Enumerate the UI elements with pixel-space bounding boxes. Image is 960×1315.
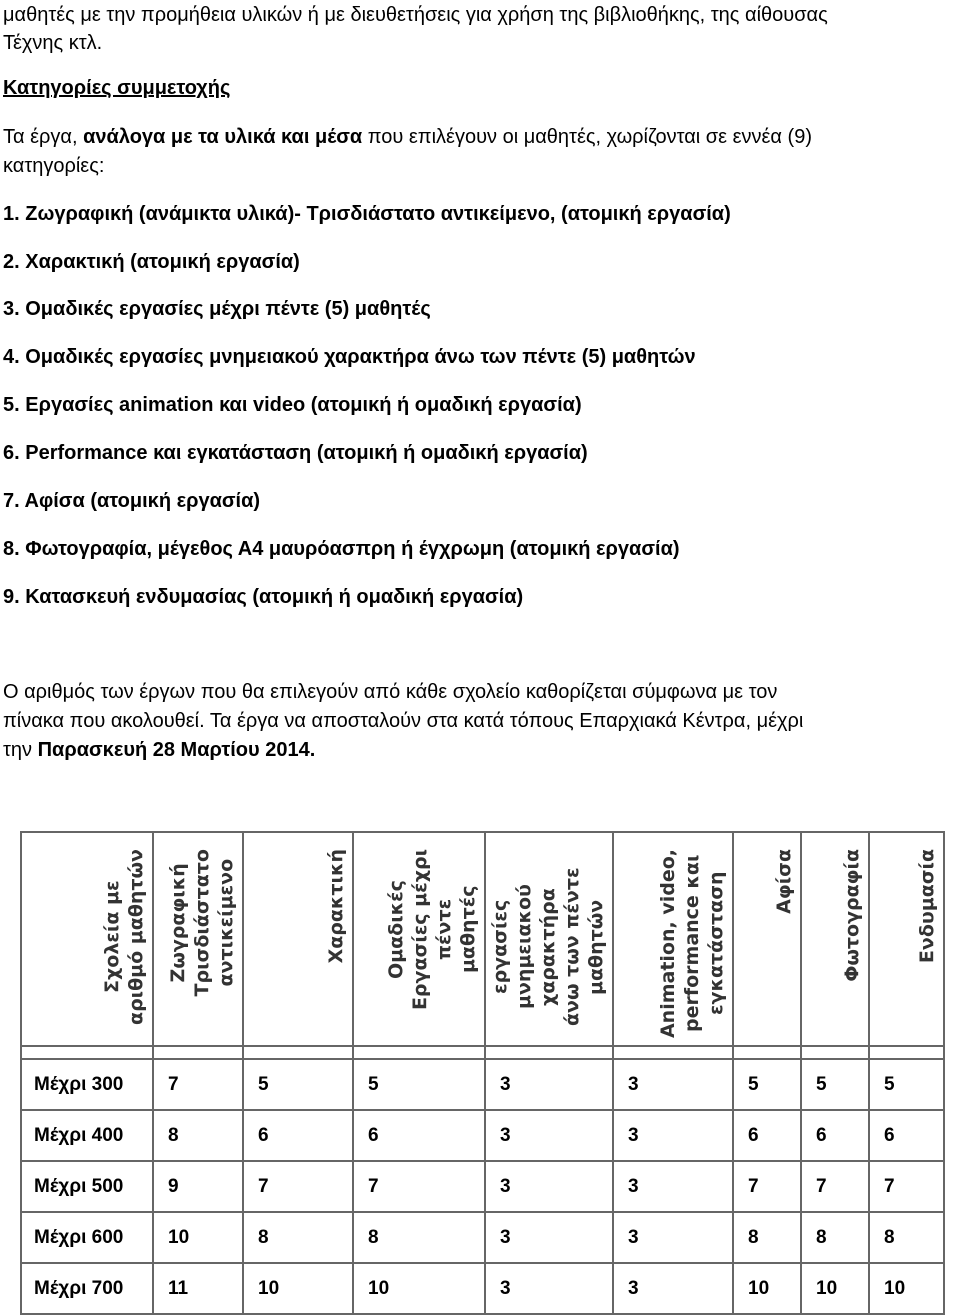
header-cell [485,832,613,1046]
header-group-small: Ομαδικές Εργασίες μέχρι πέντε μαθητές [385,849,479,1011]
category-item: 2. Χαρακτική (ατομική εργασία) [3,251,300,273]
categories-intro-line-2: κατηγορίες: [3,155,105,177]
table-row [21,1263,944,1314]
category-item: 7. Αφίσα (ατομική εργασία) [3,490,261,512]
header-painting: Ζωγραφική Τρισδιάστατο αντικείμενο [167,849,237,997]
closing-pre: την [3,739,38,761]
header-school-size: Σχολεία με αριθμό μαθητών [101,849,147,1025]
table-cell: 3 [485,1059,613,1110]
table-cell: 10 [353,1263,485,1314]
header-cell [153,832,243,1046]
category-item: 4. Ομαδικές εργασίες μνημειακού χαρακτήρα άνω των πέντε (5) μαθητών [3,346,696,368]
table-cell: 10 [733,1263,801,1314]
header-costume: Ενδυμασία [916,849,938,964]
header-row [21,832,944,1046]
table-cell: 7 [153,1059,243,1110]
table-cell: 5 [869,1059,944,1110]
category-item: 1. Ζωγραφική (ανάμικτα υλικά)- Τρισδιάστατο αντικείμενο, (ατομική εργασία) [3,203,731,225]
category-item: 8. Φωτογραφία, μέγεθος Α4 μαυρόασπρη ή έγχρωμη (ατομική εργασία) [3,538,680,560]
table-cell: 3 [485,1263,613,1314]
table-cell: 3 [485,1161,613,1212]
table-cell: 6 [801,1110,869,1161]
header-cell [613,832,733,1046]
header-poster: Αφίσα [773,849,795,914]
table-cell: 8 [243,1212,353,1263]
table-cell: 8 [733,1212,801,1263]
table-cell: 3 [613,1263,733,1314]
category-item: 9. Κατασκευή ενδυμασίας (ατομική ή ομαδική εργασία) [3,586,524,608]
category-item: 6. Performance και εγκατάσταση (ατομική ή ομαδική εργασία) [3,442,588,464]
table-cell: 6 [733,1110,801,1161]
category-item: 5. Εργασίες animation και video (ατομική ή ομαδική εργασία) [3,394,582,416]
table-cell: 10 [869,1263,944,1314]
table-row [21,1161,944,1212]
intro-line-1: μαθητές με την προμήθεια υλικών ή με διευθετήσεις για χρήση της βιβλιοθήκης, της αίθουσας [3,4,828,26]
categories-intro-line-1 [3,122,812,152]
table-row [21,1212,944,1263]
header-cell [243,832,353,1046]
intro-text-bold: ανάλογα με τα υλικά και μέσα [83,126,363,148]
table-cell: 6 [353,1110,485,1161]
row-label: Μέχρι 400 [21,1110,153,1161]
deadline-date: Παρασκευή 28 Μαρτίου 2014. [37,739,316,761]
table-cell: 10 [243,1263,353,1314]
allocation-table [20,831,945,1315]
table-cell: 7 [801,1161,869,1212]
category-item: 3. Ομαδικές εργασίες μέχρι πέντε (5) μαθητές [3,298,431,320]
header-photography: Φωτογραφία [841,849,863,982]
header-cell [869,832,944,1046]
table-cell: 5 [801,1059,869,1110]
table-cell: 3 [485,1212,613,1263]
closing-line-3 [3,735,315,765]
table-cell: 7 [869,1161,944,1212]
header-cell [353,832,485,1046]
table-cell: 10 [801,1263,869,1314]
table-cell: 8 [869,1212,944,1263]
table-cell: 3 [613,1161,733,1212]
closing-line-1: Ο αριθμός των έργων που θα επιλεγούν από κάθε σχολείο καθορίζεται σύμφωνα με τον [3,681,778,703]
table-row [21,1110,944,1161]
table-cell: 5 [353,1059,485,1110]
table-cell: 3 [613,1212,733,1263]
intro-text-post: που επιλέγουν οι μαθητές, χωρίζονται σε εννέα (9) [362,126,812,148]
header-cell [801,832,869,1046]
table-cell: 3 [485,1110,613,1161]
table-cell: 9 [153,1161,243,1212]
header-animation: Animation, video, performance και εγκατάσταση [657,849,727,1039]
closing-line-2: πίνακα που ακολουθεί. Τα έργα να αποσταλούν στα κατά τόπους Επαρχιακά Κέντρα, μέχρι [3,710,804,732]
table-cell: 7 [733,1161,801,1212]
section-heading: Κατηγορίες συμμετοχής [3,77,231,99]
table-cell: 8 [801,1212,869,1263]
spacer-row [21,1046,944,1059]
row-label: Μέχρι 500 [21,1161,153,1212]
row-label: Μέχρι 700 [21,1263,153,1314]
table-cell: 8 [153,1110,243,1161]
intro-line-2: Τέχνης κτλ. [3,32,103,54]
header-group-monumental: εργασίες μνημειακού χαρακτήρα άνω των πέντε μαθητών [489,867,607,1027]
table-cell: 3 [613,1110,733,1161]
header-cell [21,832,153,1046]
table-cell: 6 [243,1110,353,1161]
table-cell: 10 [153,1212,243,1263]
table-cell: 5 [243,1059,353,1110]
row-label: Μέχρι 600 [21,1212,153,1263]
header-engraving: Χαρακτική [325,849,347,964]
header-cell [733,832,801,1046]
table-cell: 11 [153,1263,243,1314]
table-row [21,1059,944,1110]
table-cell: 5 [733,1059,801,1110]
table-cell: 6 [869,1110,944,1161]
table-cell: 3 [613,1059,733,1110]
intro-text-pre: Τα έργα, [3,126,84,148]
table-cell: 7 [243,1161,353,1212]
table-cell: 7 [353,1161,485,1212]
row-label: Μέχρι 300 [21,1059,153,1110]
table-cell: 8 [353,1212,485,1263]
